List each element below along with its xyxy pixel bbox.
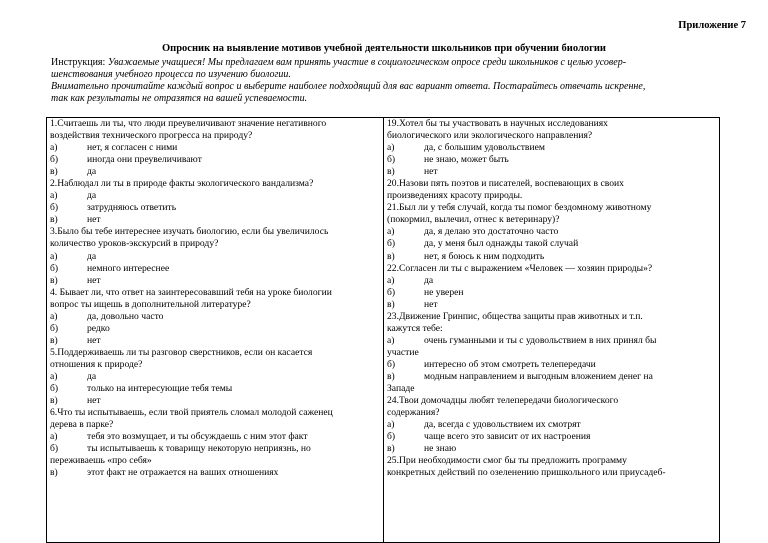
question-block xyxy=(387,118,717,178)
answer-option[interactable] xyxy=(387,431,717,443)
option-letter: в) xyxy=(50,166,58,178)
question-text: 22.Согласен ли ты с выражением «Человек — хозяин природы»? xyxy=(387,262,653,274)
answer-option[interactable] xyxy=(387,275,717,287)
option-text: да xyxy=(424,274,434,286)
option-text: да, я делаю это достаточно часто xyxy=(424,226,559,238)
answer-option[interactable] xyxy=(387,166,717,178)
question-text: дерева в парке? xyxy=(50,419,114,431)
option-letter: б) xyxy=(50,443,59,455)
answer-option-continuation xyxy=(387,383,717,395)
option-letter: а) xyxy=(50,310,58,322)
answer-option-continuation xyxy=(387,347,717,359)
option-text: да xyxy=(87,190,97,202)
answer-option[interactable] xyxy=(50,383,380,395)
question-block xyxy=(387,202,717,262)
column-divider xyxy=(383,118,384,542)
option-text: нет xyxy=(424,298,438,310)
answer-option[interactable] xyxy=(50,323,380,335)
option-text: нет xyxy=(424,166,438,178)
option-text: нет, я согласен с ними xyxy=(87,142,178,154)
option-text: нет xyxy=(87,395,101,407)
instructions-line: шенствования учебного процесса по изучению биологии. xyxy=(51,69,291,80)
question-block xyxy=(50,287,380,347)
option-text: участие xyxy=(387,346,419,358)
question-text: 21.Был ли у тебя случай, когда ты помог бездомному животному xyxy=(387,202,652,214)
answer-option[interactable] xyxy=(387,443,717,455)
answer-option[interactable] xyxy=(387,287,717,299)
option-letter: а) xyxy=(50,250,58,262)
question-text: конкретных действий по озеленению пришкольного или приусадеб- xyxy=(387,467,666,479)
option-text: да, с большим удовольствием xyxy=(424,142,545,154)
question-text: содержания? xyxy=(387,407,440,419)
option-letter: в) xyxy=(50,274,58,286)
question-block xyxy=(387,263,717,311)
option-text: этот факт не отражается на ваших отношениях xyxy=(87,467,279,479)
option-text: немного интереснее xyxy=(87,262,170,274)
option-text: нет xyxy=(87,214,101,226)
option-letter: б) xyxy=(50,262,59,274)
option-letter: б) xyxy=(50,202,59,214)
answer-option-continuation xyxy=(50,455,380,467)
option-letter: а) xyxy=(387,274,395,286)
answer-option[interactable] xyxy=(50,263,380,275)
instructions-line: Внимательно прочитайте каждый вопрос и выберите наиболее подходящий для вас вариант ответа. Постарайтесь отвечать искренне, xyxy=(51,81,646,92)
question-text: вопрос ты ищешь в дополнительной литературе? xyxy=(50,298,251,310)
option-text: очень гуманными и ты с удовольствием в них принял бы xyxy=(424,334,657,346)
question-block xyxy=(387,178,717,202)
appendix-label: Приложение 7 xyxy=(678,20,746,31)
option-letter: а) xyxy=(50,431,58,443)
option-letter: в) xyxy=(387,443,395,455)
answer-option[interactable] xyxy=(50,202,380,214)
instructions-label: Инструкция: xyxy=(51,57,106,68)
option-text: переживаешь «про себя» xyxy=(50,455,152,467)
question-text: 24.Твои домочадцы любят телепередачи биологического xyxy=(387,395,619,407)
option-text: чаще всего это зависит от их настроения xyxy=(424,431,591,443)
option-text: тебя это возмущает, и ты обсуждаешь с ним этот факт xyxy=(87,431,308,443)
answer-option[interactable] xyxy=(50,311,380,323)
question-text: 20.Назови пять поэтов и писателей, воспевающих в своих xyxy=(387,178,624,190)
answer-option[interactable] xyxy=(387,359,717,371)
option-letter: б) xyxy=(387,286,396,298)
question-text: отношения к природе? xyxy=(50,358,143,370)
option-text: да, всегда с удовольствием их смотрят xyxy=(424,419,581,431)
option-text: да xyxy=(87,370,97,382)
question-block xyxy=(387,311,717,395)
option-letter: в) xyxy=(387,166,395,178)
option-text: Западе xyxy=(387,383,415,395)
question-text: 5.Поддерживаешь ли ты разговор сверстников, если он касается xyxy=(50,346,313,358)
questions-right-column xyxy=(387,118,717,542)
question-text: биологического или экологического направления? xyxy=(387,130,593,142)
option-text: да, у меня был однажды такой случай xyxy=(424,238,579,250)
question-text: произведениях красоту природы. xyxy=(387,190,523,202)
question-text: воздействия технического прогресса на природу? xyxy=(50,130,253,142)
option-text: только на интересующие тебя темы xyxy=(87,383,233,395)
option-letter: в) xyxy=(50,395,58,407)
answer-option[interactable] xyxy=(50,275,380,287)
question-block xyxy=(50,347,380,407)
option-letter: а) xyxy=(50,142,58,154)
option-letter: а) xyxy=(387,419,395,431)
instructions-line: Уважаемые учащиеся! Мы предлагаем вам принять участие в социологическом опросе среди школьников с целью усовер- xyxy=(107,57,627,68)
answer-option[interactable] xyxy=(387,142,717,154)
option-text: ты испытываешь к товарищу некоторую неприязнь, но xyxy=(87,443,311,455)
option-text: не знаю, может быть xyxy=(424,154,509,166)
option-letter: в) xyxy=(50,214,58,226)
question-block xyxy=(50,118,380,178)
question-text: 1.Считаешь ли ты, что люди преувеличивают значение негативного xyxy=(50,118,327,129)
answer-option[interactable] xyxy=(50,190,380,202)
answer-option[interactable] xyxy=(50,431,380,443)
answer-option[interactable] xyxy=(50,443,380,455)
option-text: не знаю xyxy=(424,443,457,455)
answer-option[interactable] xyxy=(50,467,380,479)
answer-option[interactable] xyxy=(50,251,380,263)
answer-option[interactable] xyxy=(387,226,717,238)
answer-option[interactable] xyxy=(50,166,380,178)
question-block xyxy=(387,395,717,455)
questionnaire-table xyxy=(46,117,720,543)
option-text: затрудняюсь ответить xyxy=(87,202,177,214)
option-letter: а) xyxy=(387,226,395,238)
question-block xyxy=(50,178,380,226)
question-text: кажутся тебе: xyxy=(387,322,443,334)
instructions-line: так как результаты не отразятся на вашей успеваемости. xyxy=(51,93,308,104)
answer-option[interactable] xyxy=(50,154,380,166)
question-block xyxy=(50,226,380,286)
answer-option[interactable] xyxy=(387,299,717,311)
option-text: нет xyxy=(87,334,101,346)
answer-option[interactable] xyxy=(387,238,717,250)
answer-option[interactable] xyxy=(387,371,717,383)
option-text: да xyxy=(87,166,97,178)
option-letter: а) xyxy=(387,142,395,154)
option-letter: в) xyxy=(50,334,58,346)
option-letter: в) xyxy=(50,467,58,479)
option-letter: в) xyxy=(387,298,395,310)
option-text: модным направлением и выгодным вложением денег на xyxy=(424,370,653,382)
option-letter: в) xyxy=(387,370,395,382)
option-text: нет xyxy=(87,274,101,286)
question-text: 19.Хотел бы ты участвовать в научных исследованиях xyxy=(387,118,608,129)
option-letter: б) xyxy=(387,431,396,443)
answer-option[interactable] xyxy=(387,251,717,263)
option-letter: б) xyxy=(50,322,59,334)
answer-option[interactable] xyxy=(50,371,380,383)
option-letter: а) xyxy=(50,190,58,202)
question-text: (покормил, вылечил, отнес к ветеринару)? xyxy=(387,214,560,226)
question-block xyxy=(50,407,380,479)
answer-option[interactable] xyxy=(387,335,717,347)
question-text: количество уроков-экскурсий в природу? xyxy=(50,238,219,250)
option-text: не уверен xyxy=(424,286,464,298)
option-text: иногда они преувеличивают xyxy=(87,154,202,166)
option-letter: б) xyxy=(387,358,396,370)
page-title: Опросник на выявление мотивов учебной деятельности школьников при обучении биологии xyxy=(162,43,606,54)
option-text: редко xyxy=(87,322,110,334)
option-letter: в) xyxy=(387,250,395,262)
option-text: да xyxy=(87,250,97,262)
questions-left-column xyxy=(50,118,380,542)
question-block xyxy=(387,455,717,479)
question-text: 23.Движение Гринпис, общества защиты прав животных и т.п. xyxy=(387,310,643,322)
answer-option[interactable] xyxy=(387,419,717,431)
option-text: нет, я боюсь к ним подходить xyxy=(424,250,545,262)
answer-option[interactable] xyxy=(50,214,380,226)
answer-option[interactable] xyxy=(50,395,380,407)
option-letter: б) xyxy=(387,238,396,250)
answer-option[interactable] xyxy=(50,142,380,154)
option-letter: а) xyxy=(50,370,58,382)
option-letter: б) xyxy=(50,383,59,395)
option-text: да, довольно часто xyxy=(87,310,164,322)
option-letter: а) xyxy=(387,334,395,346)
question-text: 4. Бывает ли, что ответ на заинтересовавший тебя на уроке биологии xyxy=(50,286,332,298)
question-text: 3.Было бы тебе интереснее изучать биологию, если бы увеличилось xyxy=(50,226,329,238)
question-text: 2.Наблюдал ли ты в природе факты экологического вандализма? xyxy=(50,178,314,190)
question-text: 6.Что ты испытываешь, если твой приятель сломал молодой саженец xyxy=(50,407,333,419)
option-letter: б) xyxy=(387,154,396,166)
option-text: интересно об этом смотреть телепередачи xyxy=(424,358,596,370)
instructions xyxy=(51,57,721,105)
answer-option[interactable] xyxy=(50,335,380,347)
question-text: 25.При необходимости смог бы ты предложить программу xyxy=(387,455,627,467)
option-letter: б) xyxy=(50,154,59,166)
answer-option[interactable] xyxy=(387,154,717,166)
